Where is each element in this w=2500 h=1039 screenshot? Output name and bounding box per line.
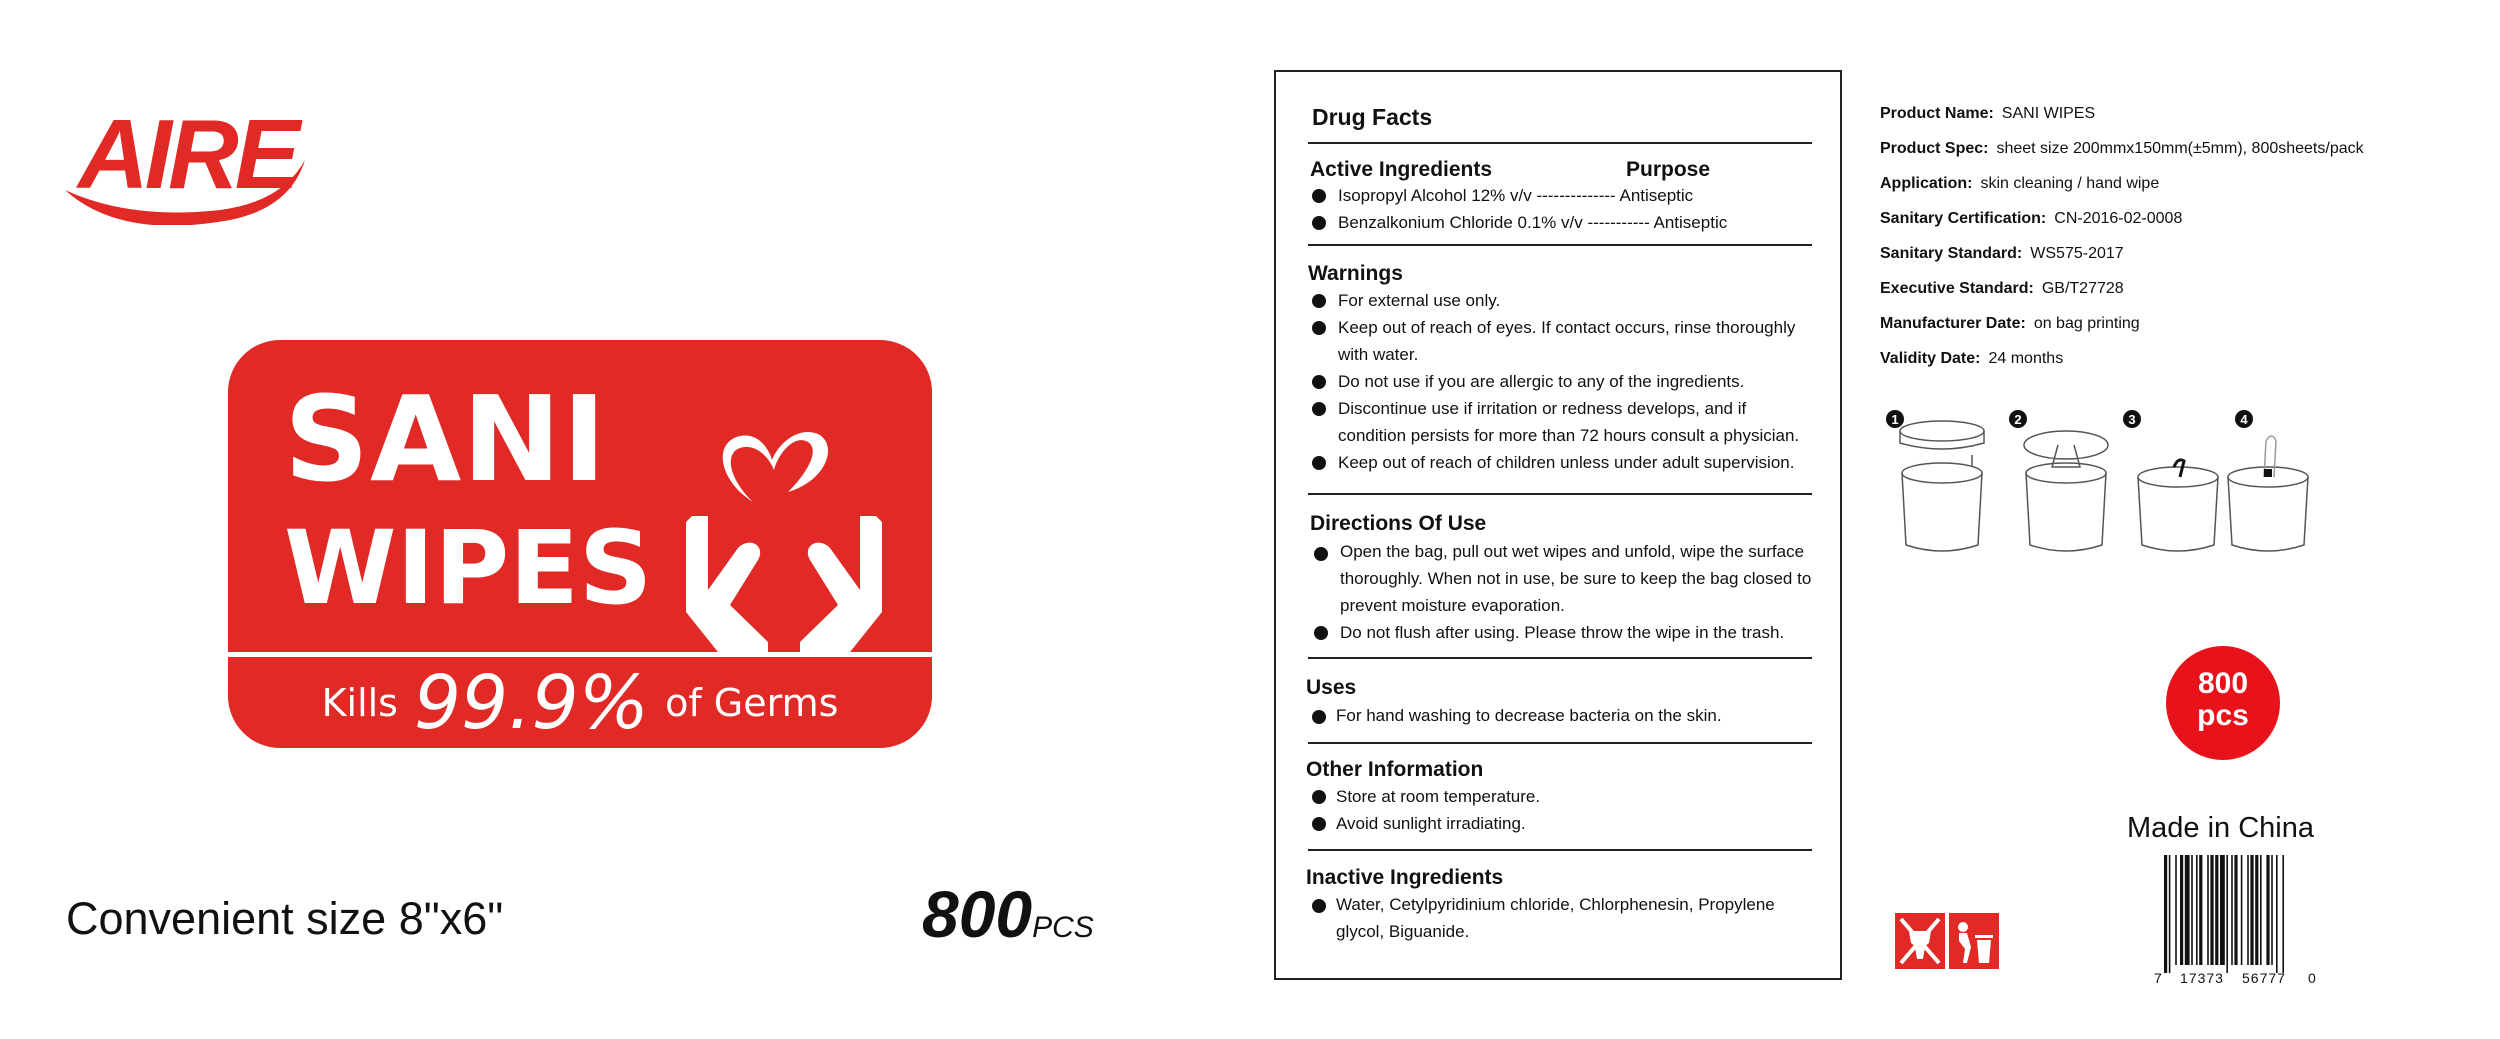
uses-header: Uses: [1306, 676, 1357, 699]
trash-bin-icon: [1949, 913, 1999, 969]
uses-line: For hand washing to decrease bacteria on the skin.: [1336, 706, 1722, 725]
direction-line: prevent moisture evaporation.: [1340, 596, 1565, 615]
usage-steps-illustration: [1880, 405, 2310, 565]
bullet: [1312, 294, 1326, 308]
spec-value: skin cleaning / hand wipe: [1980, 175, 2160, 192]
spec-row: [1880, 350, 2063, 368]
barcode-bar: [2247, 855, 2249, 965]
barcode-bar: [2169, 855, 2171, 973]
brand-logo: [60, 90, 310, 225]
barcode-bar: [2210, 855, 2213, 965]
bullet: [1312, 817, 1326, 831]
spec-value: CN-2016-02-0008: [2054, 210, 2183, 227]
barcode-digit-left: 7: [2154, 970, 2162, 985]
barcode-bar: [2215, 855, 2218, 965]
barcode-bar: [2226, 855, 2228, 973]
spec-value: GB/T27728: [2041, 280, 2124, 297]
barcode-bar: [2191, 855, 2193, 965]
piece-count-unit: PCS: [1032, 911, 1094, 944]
bullet: [1312, 375, 1326, 389]
bullet: [1312, 899, 1326, 913]
bullet: [1314, 547, 1328, 561]
inactive-ingredient-line: glycol, Biguanide.: [1336, 922, 1470, 941]
spec-value: sheet size 200mmx150mm(±5mm), 800sheets/pack: [1996, 140, 2364, 157]
barcode-bar: [2207, 855, 2209, 965]
spec-value: WS575-2017: [2030, 245, 2124, 262]
step-number: 1: [1891, 412, 1899, 427]
no-toilet-icon: [1895, 913, 1945, 969]
barcode-bar: [2276, 855, 2278, 973]
step-number: 4: [2240, 412, 2248, 427]
step-4: [2228, 410, 2308, 551]
barcode-digit-right: 0: [2308, 970, 2316, 985]
other-information-line: Store at room temperature.: [1336, 787, 1541, 806]
barcode-bar: [2199, 855, 2202, 965]
spec-value: on bag printing: [2033, 315, 2140, 332]
badge-unit: pcs: [2197, 699, 2249, 732]
kills-prefix: Kills: [321, 681, 398, 725]
label-title-sani: SANI: [284, 370, 607, 508]
spec-label: Executive Standard:: [1880, 280, 2034, 297]
warning-line: with water.: [1338, 345, 1419, 364]
spec-row: [1880, 210, 2182, 228]
directions-header: Directions Of Use: [1310, 512, 1487, 535]
divider: [1308, 244, 1812, 246]
direction-line: Do not flush after using. Please throw the wipe in the trash.: [1340, 623, 1785, 642]
barcode-bars: [2164, 855, 2284, 973]
count-badge: [2166, 646, 2280, 760]
bullet: [1312, 456, 1326, 470]
warnings-header: Warnings: [1308, 262, 1403, 285]
barcode-bar: [2282, 855, 2284, 973]
spec-label: Sanitary Standard:: [1880, 245, 2023, 262]
made-in-text: Made in China: [2127, 812, 2314, 844]
spec-label: Product Name:: [1880, 105, 1994, 122]
other-information-header: Other Information: [1306, 758, 1484, 781]
label-title-wipes: WIPES: [284, 509, 653, 628]
barcode-bar: [2241, 855, 2243, 965]
step-number: 3: [2128, 412, 2136, 427]
step-2: [2009, 410, 2108, 551]
warning-line: Keep out of reach of eyes. If contact occurs, rinse thoroughly: [1338, 318, 1796, 337]
warning-line: Discontinue use if irritation or redness develops, and if: [1338, 399, 1747, 418]
spec-label: Product Spec:: [1880, 140, 1989, 157]
left-hand-icon: [686, 516, 768, 652]
barcode-bar: [2185, 855, 2190, 965]
label-divider: [228, 652, 932, 657]
spec-row: [1880, 245, 2124, 263]
spec-label: Application:: [1880, 175, 1973, 192]
barcode: [2150, 855, 2320, 985]
right-hand-icon: [800, 516, 882, 652]
warning-line: For external use only.: [1338, 291, 1501, 310]
drug-facts-panel: [1274, 70, 1842, 980]
spec-value: 24 months: [1988, 350, 2064, 367]
heart-icon: [723, 432, 828, 502]
barcode-bar: [2250, 855, 2253, 965]
divider: [1308, 142, 1812, 144]
spec-row: [1880, 105, 2095, 123]
logo-text: AIRE: [78, 99, 297, 209]
barcode-digits-group2: 56777: [2242, 970, 2286, 985]
bullet: [1312, 402, 1326, 416]
spec-label: Validity Date:: [1880, 350, 1981, 367]
barcode-bar: [2266, 855, 2269, 965]
barcode-bar: [2255, 855, 2258, 965]
spec-row: [1880, 315, 2140, 333]
active-ingredient-line: Benzalkonium Chloride 0.1% v/v ----------- Antiseptic: [1338, 213, 1728, 232]
spec-value: SANI WIPES: [2001, 105, 2096, 122]
inactive-ingredient-line: Water, Cetylpyridinium chloride, Chlorphenesin, Propylene: [1336, 895, 1775, 914]
direction-line: thoroughly. When not in use, be sure to keep the bag closed to: [1340, 569, 1812, 588]
barcode-bar: [2164, 855, 2167, 973]
barcode-bar: [2271, 855, 2273, 965]
bullet: [1312, 216, 1326, 230]
barcode-bar: [2220, 855, 2225, 965]
kills-suffix: of Germs: [665, 681, 839, 725]
product-label: [228, 340, 932, 748]
barcode-bar: [2260, 855, 2262, 965]
barcode-digits-group1: 17373: [2180, 970, 2224, 985]
step-number: 2: [2014, 412, 2022, 427]
active-ingredient-line: Isopropyl Alcohol 12% v/v -------------- Antiseptic: [1338, 186, 1694, 205]
step-1: [1886, 410, 1984, 551]
step-3: [2123, 410, 2218, 551]
divider: [1308, 849, 1812, 851]
barcode-bar: [2234, 855, 2237, 965]
bullet: [1312, 710, 1326, 724]
bullet: [1312, 189, 1326, 203]
spec-row: [1880, 140, 2364, 158]
piece-count: [922, 876, 1094, 952]
warning-line: Keep out of reach of children unless under adult supervision.: [1338, 453, 1795, 472]
direction-line: Open the bag, pull out wet wipes and unfold, wipe the surface: [1340, 542, 1805, 561]
spec-row: [1880, 175, 2159, 193]
bullet: [1314, 626, 1328, 640]
warning-line: condition persists for more than 72 hours consult a physician.: [1338, 426, 1800, 445]
badge-number: 800: [2197, 667, 2249, 700]
disposal-icons: [1895, 913, 1999, 969]
warning-line: Do not use if you are allergic to any of the ingredients.: [1338, 372, 1745, 391]
divider: [1308, 742, 1812, 744]
purpose-header: Purpose: [1626, 158, 1711, 181]
divider: [1308, 657, 1812, 659]
divider: [1308, 493, 1812, 495]
piece-count-number: 800: [922, 877, 1033, 951]
kills-germs-line: [228, 658, 932, 748]
barcode-bar: [2180, 855, 2183, 965]
bullet: [1312, 790, 1326, 804]
spec-label: Sanitary Certification:: [1880, 210, 2047, 227]
barcode-bar: [2175, 855, 2177, 965]
other-information-line: Avoid sunlight irradiating.: [1336, 814, 1526, 833]
active-ingredients-header: Active Ingredients: [1310, 158, 1493, 181]
spec-row: [1880, 280, 2124, 298]
kills-value: 99.9%: [413, 660, 650, 746]
hands-heart-icon: [678, 420, 890, 652]
barcode-bar: [2196, 855, 2198, 965]
bullet: [1312, 321, 1326, 335]
size-text: Convenient size 8"x6": [66, 893, 504, 944]
spec-label: Manufacturer Date:: [1880, 315, 2026, 332]
barcode-bar: [2231, 855, 2233, 965]
inactive-ingredients-header: Inactive Ingredients: [1306, 866, 1504, 889]
drug-facts-title: Drug Facts: [1312, 104, 1433, 130]
